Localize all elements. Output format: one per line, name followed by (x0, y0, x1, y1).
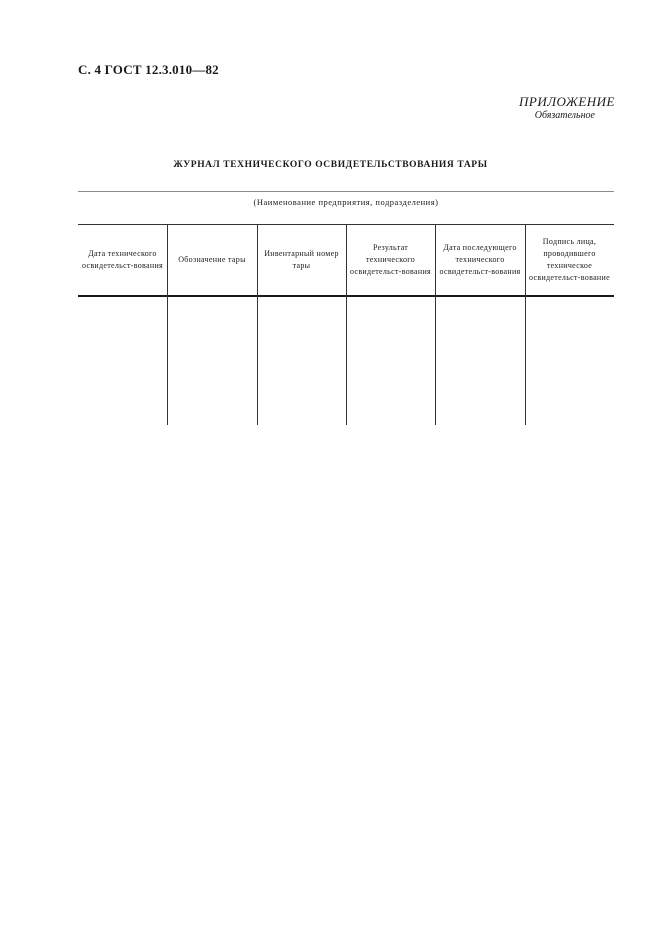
column-header (78, 225, 167, 295)
column-header (525, 225, 614, 295)
column-header (257, 225, 346, 295)
organization-caption: (Наименование предприятия, подразделения) (253, 197, 439, 207)
journal-title: ЖУРНАЛ ТЕХНИЧЕСКОГО ОСВИДЕТЕЛЬСТВОВАНИЯ ТАРЫ (173, 160, 488, 170)
appendix-title: ПРИЛОЖЕНИЕ (519, 94, 615, 109)
organization-name-line (78, 191, 614, 192)
column-header (435, 225, 525, 295)
column-divider (167, 225, 168, 425)
page-header: С. 4 ГОСТ 12.3.010—82 (78, 62, 219, 77)
column-header-label: Подпись лица, проводившего техническое освидетельст-вование (529, 237, 610, 282)
column-header-label: Результат технического освидетельст-вования (350, 243, 432, 276)
journal-table (78, 224, 614, 425)
column-divider (257, 225, 258, 425)
column-header-label: Дата технического освидетельст-вования (82, 249, 164, 270)
column-divider (435, 225, 436, 425)
column-header (167, 225, 257, 295)
appendix-note: Обязательное (534, 110, 595, 121)
column-header-label: Обозначение тары (178, 255, 246, 264)
column-divider (346, 225, 347, 425)
column-header-label: Инвентарный номер тары (264, 249, 339, 270)
column-header (346, 225, 435, 295)
column-divider (525, 225, 526, 425)
column-header-label: Дата последующего технического освидетельст-вования (439, 243, 521, 276)
